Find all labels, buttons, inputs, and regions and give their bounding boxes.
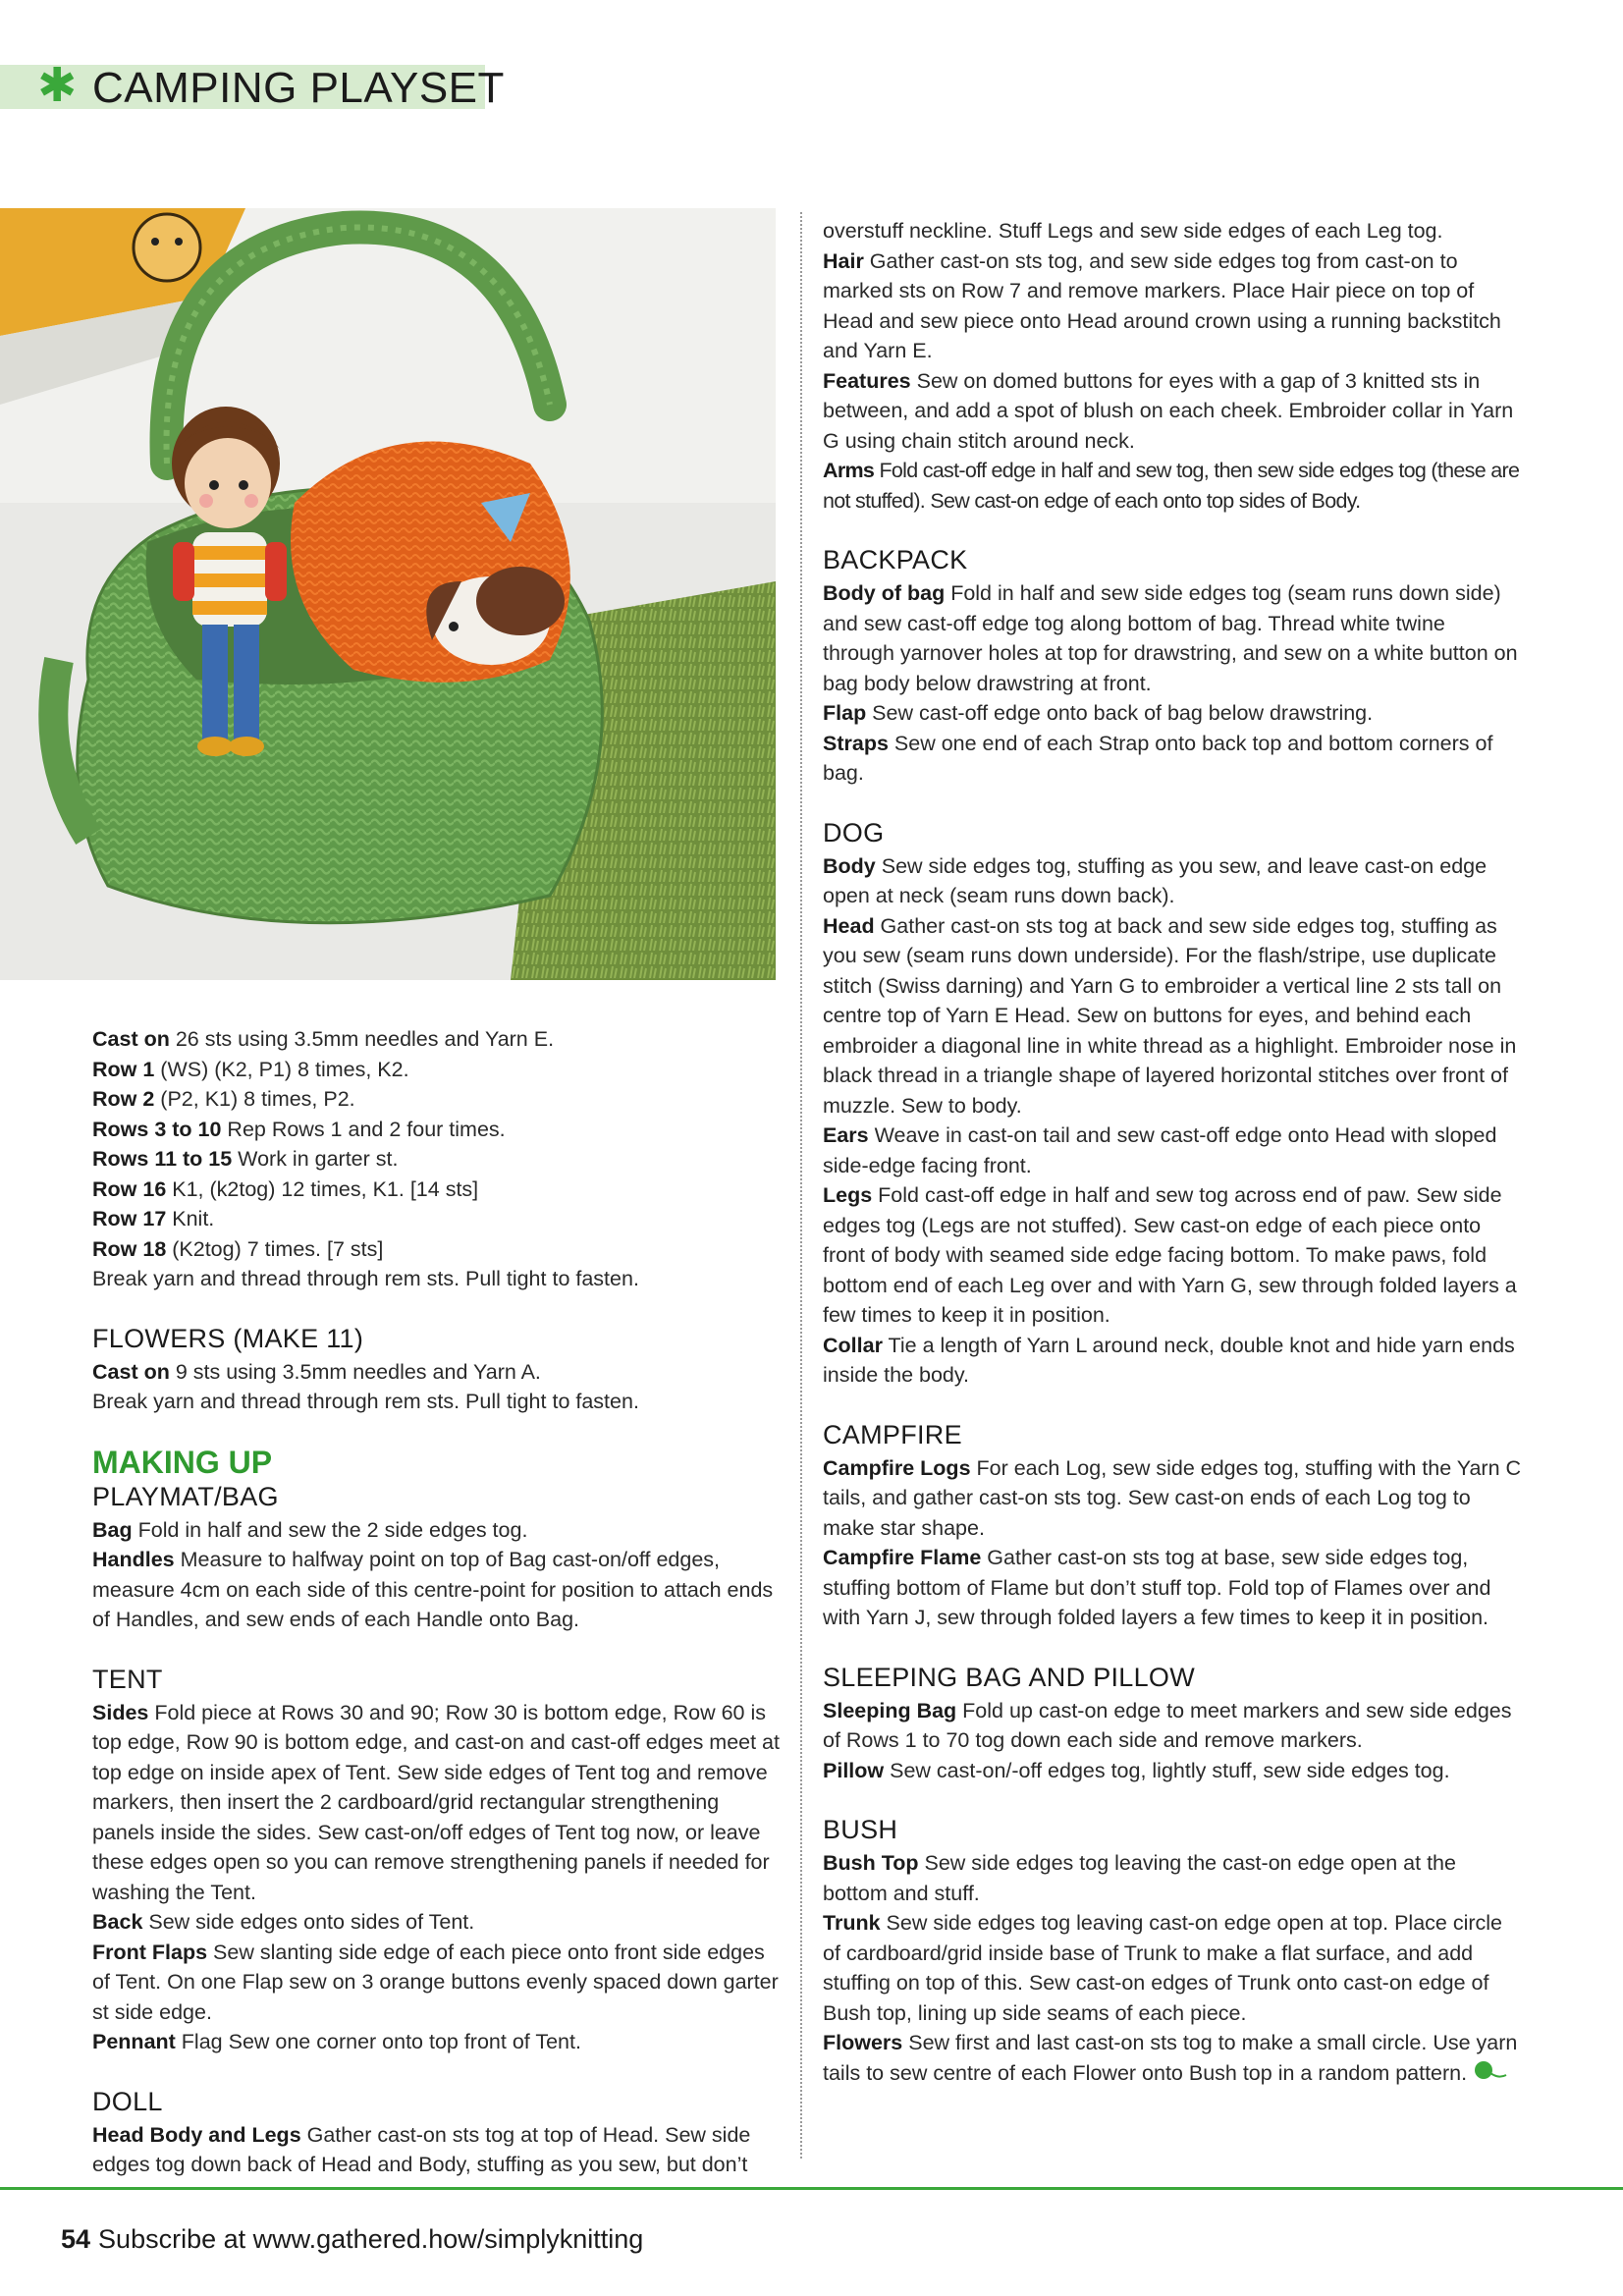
section-heading: BUSH	[823, 1815, 898, 1844]
instruction-line: Break yarn and thread through rem sts. Pull tight to fasten.	[92, 1390, 639, 1413]
instruction-line: Features Sew on domed buttons for eyes with a gap of 3 knitted sts in between, and add a spot of blush on each cheek. Embroider collar in Yarn G using chain stitch around neck.	[823, 368, 1514, 453]
playset-photo	[0, 208, 776, 980]
section-heading: SLEEPING BAG AND PILLOW	[823, 1662, 1196, 1692]
instruction-line: Campfire Flame Gather cast-on sts tog at base, sew side edges tog, stuffing bottom of Flame but don’t stuff top. Fold top of Flames over and with Yarn J, sew through folded layers a few times to keep it in position.	[823, 1546, 1491, 1629]
flower-icon: ✱	[37, 60, 78, 112]
page-number: 54	[61, 2224, 91, 2254]
instruction-line: Campfire Logs For each Log, sew side edges tog, stuffing with the Yarn C tails, and gather cast-on sts tog. Sew cast-on ends of each Log tog to make star shape.	[823, 1455, 1522, 1540]
column-divider	[800, 212, 802, 2159]
instruction-line: Flap Sew cast-off edge onto back of bag below drawstring.	[823, 701, 1374, 725]
instruction-line: Collar Tie a length of Yarn L around neck, double knot and hide yarn ends inside the body.	[823, 1333, 1515, 1387]
section-heading: FLOWERS (MAKE 11)	[92, 1323, 364, 1353]
right-column	[823, 216, 1522, 2089]
instruction-line: Row 17 Knit.	[92, 1207, 215, 1230]
instruction-line: Head Gather cast-on sts tog at back and sew side edges tog, stuffing as you sew (seam runs down underside). For the flash/stripe, use duplicate stitch (Swiss darning) and Yarn G to embroider a vertical line 2 sts tall on centre top of Yarn E Head. Sew on buttons for eyes, and behind each embroider a diagonal line in white thread as a highlight. Embroider nose in black thread in a triangle shape of layered horizontal stitches over front of muzzle. Sew to body.	[823, 913, 1517, 1118]
instruction-line: Legs Fold cast-off edge in half and sew tog across end of paw. Sew side edges tog (Legs are not stuffed). Sew cast-on edge of each piece onto front of body with seamed side edge facing bottom. To make paws, fold bottom end of each Leg over and with Yarn G, sew through folded layers a few times to keep it in position.	[823, 1183, 1517, 1327]
instruction-line: overstuff neckline. Stuff Legs and sew side edges of each Leg tog.	[823, 219, 1443, 243]
flower-center-section	[92, 1024, 780, 1294]
section-heading: CAMPFIRE	[823, 1419, 962, 1449]
page-title: CAMPING PLAYSET	[92, 64, 505, 112]
footer-rule	[0, 2187, 1623, 2190]
instruction-line: Rows 3 to 10 Rep Rows 1 and 2 four times.	[92, 1117, 506, 1141]
instruction-line: Pillow Sew cast-on/-off edges tog, lightly stuff, sew side edges tog.	[823, 1758, 1450, 1782]
instruction-line: Break yarn and thread through rem sts. Pull tight to fasten.	[92, 1267, 639, 1290]
section-heading: PLAYMAT/BAG	[92, 1481, 279, 1511]
instruction-line: Sleeping Bag Fold up cast-on edge to meet markers and sew side edges of Rows 1 to 70 tog down each side and remove markers.	[823, 1698, 1512, 1752]
instruction-line: Sides Fold piece at Rows 30 and 90; Row 30 is bottom edge, Row 60 is top edge, Row 90 is bottom edge, and cast-on and cast-off edges meet at top edge on inside apex of Tent. Sew side edges of Tent tog and remove markers, then insert the 2 cardboard/grid rectangular strengthening panels inside the sides. Sew cast-on/off edges of Tent tog now, or leave these edges open so you can remove strengthening panels if needed for washing the Tent.	[92, 1700, 780, 1904]
instruction-line: Head Body and Legs Gather cast-on sts tog at top of Head. Sew side edges tog down back of Head and Body, stuffing as you sew, but don’t	[92, 2122, 751, 2176]
instruction-line: Rows 11 to 15 Work in garter st.	[92, 1147, 399, 1171]
instruction-line: Flowers Sew first and last cast-on sts tog to make a small circle. Use yarn tails to sew centre of each Flower onto Bush top in a random pattern.	[823, 2028, 1522, 2089]
instruction-line: Handles Measure to halfway point on top of Bag cast-on/off edges, measure 4cm on each side of this centre-point for position to attach ends of Handles, and sew ends of each Handle onto Bag.	[92, 1548, 774, 1631]
instruction-line: Cast on 9 sts using 3.5mm needles and Yarn A.	[92, 1359, 541, 1384]
yarn-ball-icon	[1473, 2059, 1508, 2090]
instruction-line: Back Sew side edges onto sides of Tent.	[92, 1910, 475, 1934]
instruction-line: Bush Top Sew side edges tog leaving the cast-on edge open at the bottom and stuff.	[823, 1851, 1456, 1905]
instruction-line: Trunk Sew side edges tog leaving cast-on edge open at top. Place circle of cardboard/grid inside base of Trunk to make a flat surface, and add stuffing on top of this. Sew cast-on edges of Trunk onto cast-on edge of Bush top, lining up side seams of each piece.	[823, 1911, 1502, 2025]
instruction-line: Body Sew side edges tog, stuffing as you sew, and leave cast-on edge open at neck (seam runs down back).	[823, 853, 1488, 907]
instruction-line: Row 1 (WS) (K2, P1) 8 times, K2.	[92, 1057, 409, 1081]
instruction-line: Front Flaps Sew slanting side edge of each piece onto front side edges of Tent. On one Flap sew on 3 orange buttons evenly spaced down garter st side edge.	[92, 1940, 779, 2024]
instruction-line: Hair Gather cast-on sts tog, and sew side edges tog from cast-on to marked sts on Row 7 and remove markers. Place Hair piece on top of Head and sew piece onto Head around crown using a running backstitch and Yarn E.	[823, 248, 1501, 362]
instruction-line: Ears Weave in cast-on tail and sew cast-off edge onto Head with sloped side-edge facing front.	[823, 1123, 1497, 1177]
instruction-line: Cast on 26 sts using 3.5mm needles and Yarn E.	[92, 1027, 555, 1051]
section-heading: TENT	[92, 1664, 163, 1694]
photo-illustration	[0, 208, 776, 980]
instruction-line: Row 2 (P2, K1) 8 times, P2.	[92, 1087, 355, 1111]
left-column	[92, 1024, 780, 2180]
footer	[61, 2222, 643, 2256]
instruction-line: Body of bag Fold in half and sew side edges tog (seam runs down side) and sew cast-off edge tog along bottom of bag. Thread white twine through yarnover holes at top for drawstring, and sew on a white button on bag body below drawstring at front.	[823, 581, 1518, 695]
section-heading: BACKPACK	[823, 545, 968, 574]
instruction-line: Pennant Flag Sew one corner onto top front of Tent.	[92, 2030, 581, 2053]
section-heading: DOG	[823, 817, 885, 847]
instruction-line: Bag Fold in half and sew the 2 side edges tog.	[92, 1517, 528, 1542]
instruction-line: Arms Fold cast-off edge in half and sew tog, then sew side edges tog (these are not stuffed). Sew cast-on edge of each onto top sides of Body.	[823, 459, 1520, 513]
instruction-line: Row 18 (K2tog) 7 times. [7 sts]	[92, 1236, 384, 1261]
section-heading: DOLL	[92, 2086, 163, 2116]
subscribe-link[interactable]: Subscribe at www.gathered.how/simplyknitting	[98, 2224, 644, 2254]
instruction-line: Row 16 K1, (k2tog) 12 times, K1. [14 sts]	[92, 1176, 479, 1201]
instruction-line: Straps Sew one end of each Strap onto back top and bottom corners of bag.	[823, 731, 1493, 785]
making-up-heading: MAKING UP	[92, 1444, 273, 1480]
